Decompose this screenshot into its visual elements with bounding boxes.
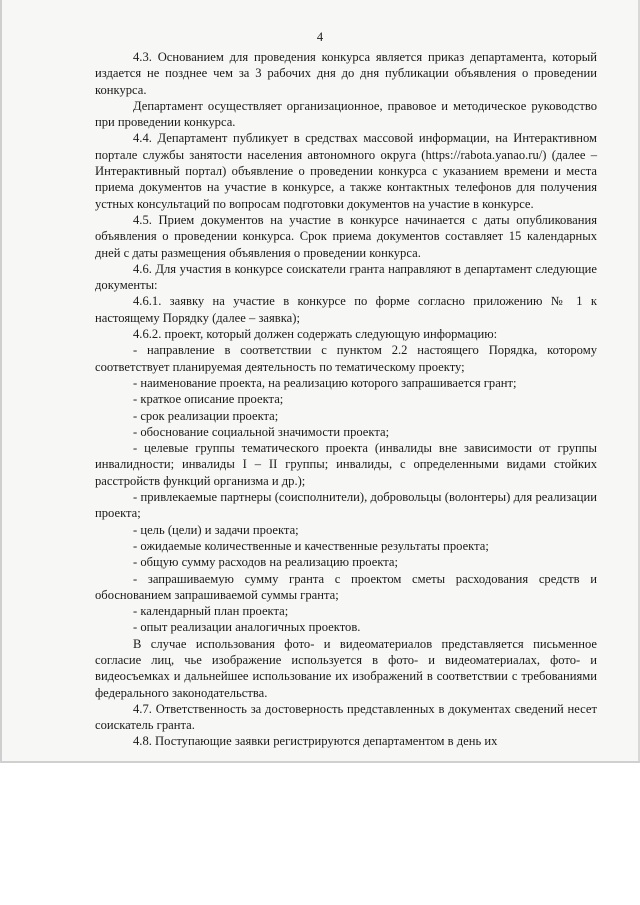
page-edge-left xyxy=(0,0,2,763)
list-item-calendar-plan: - календарный план проекта; xyxy=(133,604,289,619)
page-number: 4 xyxy=(316,30,324,44)
paragraph-4-5: 4.5. Прием документов на участие в конкурсе начинается с даты опубликования объявления о проведении конкурса. Срок приема документов составляет 15 календарных дней с даты размещения объявления о проведении конкурса. xyxy=(95,212,597,260)
list-item-short-description: - краткое описание проекта; xyxy=(133,392,284,407)
paragraph-department-role: Департамент осуществляет организационное, правовое и методическое руководство при проведении конкурса. xyxy=(95,98,597,130)
paragraph-media-consent: В случае использования фото- и видеоматериалов представляется письменное согласие лиц, чье изображение используется в фото- и видеоматериалах, фото- и видеосъемках и дальнейшее использование их изображений в соответствии с требованиями федерального законодательства. xyxy=(95,636,597,700)
list-item-requested-amount: - запрашиваемую сумму гранта с проектом сметы расходования средств и обоснованием запрашиваемой суммы гранта; xyxy=(95,571,597,602)
page-edge-bottom xyxy=(0,761,640,763)
paragraph-4-3: 4.3. Основанием для проведения конкурса является приказ департамента, который издается не позднее чем за 3 рабочих дня до дня публикации объявления о проведении конкурса. xyxy=(95,50,597,97)
list-item-direction: - направление в соответствии с пунктом 2.2 настоящего Порядка, которому соответствует планируемая деятельность по тематическому проекту; xyxy=(95,343,597,374)
list-item-expected-results: - ожидаемые количественные и качественные результаты проекта; xyxy=(133,538,489,553)
list-item-partners: - привлекаемые партнеры (соисполнители), добровольцы (волонтеры) для реализации проекта; xyxy=(95,490,597,521)
list-item-term: - срок реализации проекта; xyxy=(133,408,279,423)
document-body xyxy=(95,49,597,750)
paragraph-4-8: 4.8. Поступающие заявки регистрируются департаментом в день их xyxy=(133,734,498,749)
paragraph-4-6-1: 4.6.1. заявку на участие в конкурсе по форме согласно приложению № 1 к настоящему Порядку (далее – заявка); xyxy=(95,294,597,325)
list-item-total-cost: - общую сумму расходов на реализацию проекта; xyxy=(133,555,399,570)
paragraph-4-4: 4.4. Департамент публикует в средствах массовой информации, на Интерактивном портале службы занятости населения автономного округа (https://rabota.yanao.ru/) (далее – Интерактивный портал) объявление о проведении конкурса с указанием времени и места приема документов на участие в конкурсе, а также контактных телефонов для получения устных консультаций по вопросам подготовки документов на участие в конкурсе. xyxy=(95,131,597,211)
list-item-project-name: - наименование проекта, на реализацию которого запрашивается грант; xyxy=(133,375,517,390)
list-item-target-groups: - целевые группы тематического проекта (инвалиды вне зависимости от группы инвалидности; инвалиды I – II группы; инвалиды, с определенными видами стойких расстройств функций организма и др.); xyxy=(95,441,597,488)
list-item-social-significance: - обоснование социальной значимости проекта; xyxy=(133,424,390,439)
list-item-experience: - опыт реализации аналогичных проектов. xyxy=(133,620,361,635)
list-item-goals: - цель (цели) и задачи проекта; xyxy=(133,522,299,537)
paragraph-4-6: 4.6. Для участия в конкурсе соискатели гранта направляют в департамент следующие документы: xyxy=(95,261,597,293)
paragraph-4-7: 4.7. Ответственность за достоверность представленных в документах сведений несет соискатель гранта. xyxy=(95,701,597,733)
paragraph-4-6-2: 4.6.2. проект, который должен содержать следующую информацию: xyxy=(133,327,498,342)
